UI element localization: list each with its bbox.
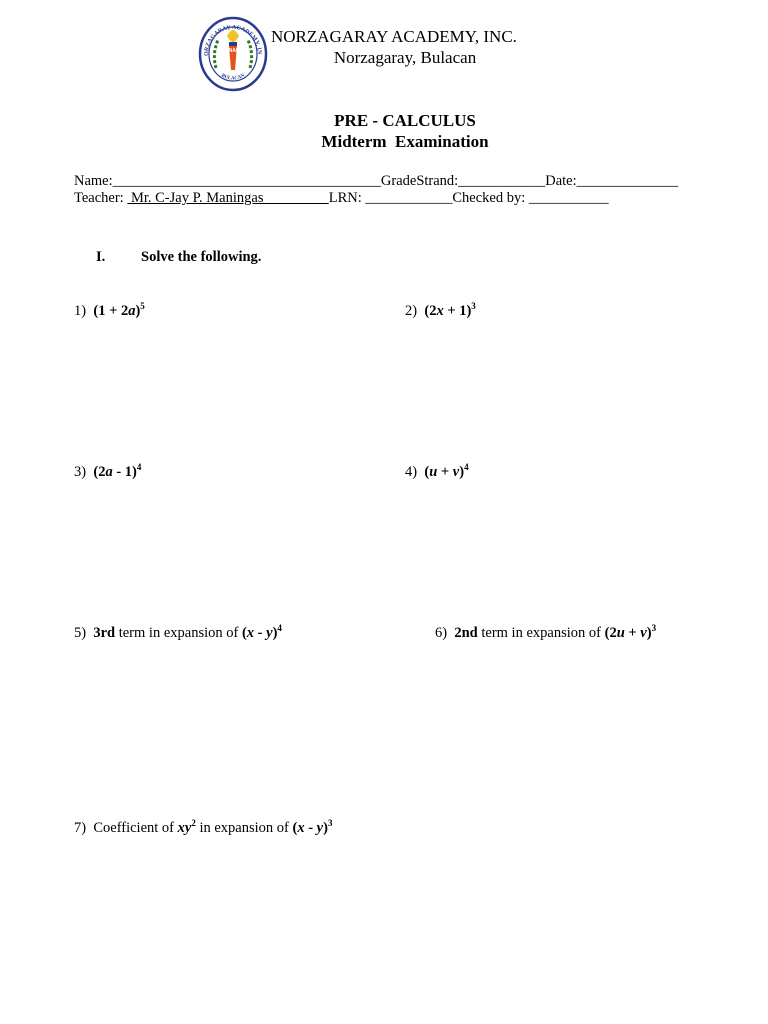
name-field[interactable]: _____________________________________ bbox=[112, 173, 381, 189]
question-3: 3) (2a - 1)$^4$ bbox=[74, 462, 142, 480]
grade-strand-field[interactable]: ____________ bbox=[458, 173, 546, 189]
name-label: Name: bbox=[74, 173, 113, 189]
grade-strand-label: GradeStrand: bbox=[380, 173, 459, 189]
student-info-row bbox=[74, 173, 678, 190]
question-5: 5) 3rd term in expansion of (x - y)$^4$ bbox=[74, 623, 282, 641]
lrn-field[interactable]: ____________ bbox=[365, 190, 453, 206]
svg-text:BULACAN: BULACAN bbox=[220, 73, 246, 82]
teacher-name: Mr. C-Jay P. Maningas bbox=[127, 190, 329, 206]
exam-subject: PRE - CALCULUS bbox=[334, 111, 476, 130]
question-2: 2) $(2x + 1)^3$ bbox=[405, 301, 476, 319]
school-address: Norzagaray, Bulacan bbox=[333, 48, 477, 67]
svg-text:NORZAGARAY ACADEMY, INC.: ORZAGARAY ACADEMY, IN bbox=[203, 24, 263, 56]
question-4: 4) $(u + v)^4$ bbox=[405, 462, 469, 480]
section-number: I. bbox=[96, 249, 106, 265]
teacher-info-row bbox=[74, 190, 609, 207]
question-7: 7) Coefficient of $xy^2$ in expansion of (x - y)$^3$ bbox=[74, 818, 333, 836]
teacher-label: Teacher: bbox=[74, 190, 128, 206]
checked-by-label: Checked by: bbox=[452, 190, 529, 206]
svg-text:NAI: NAI bbox=[228, 48, 238, 54]
school-name: NORZAGARAY ACADEMY, INC. bbox=[271, 27, 517, 46]
question-1: 1) $(1 + 2a)^5$ bbox=[74, 301, 145, 319]
lrn-label: LRN: bbox=[328, 190, 366, 206]
exam-title: Midterm Examination bbox=[321, 132, 489, 151]
section-instruction: Solve the following. bbox=[141, 249, 262, 265]
date-label: Date: bbox=[545, 173, 577, 189]
date-field[interactable]: ______________ bbox=[576, 173, 679, 189]
question-6: 6) 2nd term in expansion of $(2u + v)^3$ bbox=[435, 623, 657, 641]
checked-by-field[interactable]: ___________ bbox=[528, 190, 609, 206]
